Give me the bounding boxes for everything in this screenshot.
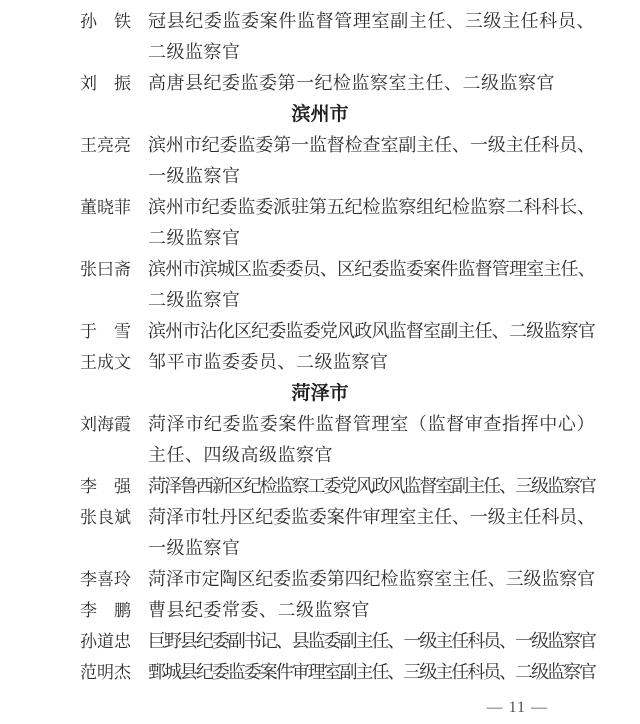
entry-name-char: 铁 <box>114 12 131 31</box>
entry-name-char: 晓 <box>97 198 114 217</box>
entry-description-line: 高唐县纪委监委第一纪检监察室主任、二级监察官 <box>148 73 555 93</box>
entry-row <box>0 130 640 192</box>
entry-description-line: 二级监察官 <box>148 42 241 62</box>
entry-name-char: 孙 <box>80 632 97 651</box>
entry-name-char: 良 <box>97 508 114 527</box>
entry-name-char: 王 <box>80 136 97 155</box>
entry-description-line: 主任、四级高级监察官 <box>148 445 333 465</box>
entry-name-char: 范 <box>80 663 97 682</box>
entry-name-char: 斋 <box>114 260 131 279</box>
entry-row <box>0 595 640 626</box>
entry-name <box>80 471 131 502</box>
entry-name-char: 喜 <box>97 570 114 589</box>
entry-name <box>80 6 131 37</box>
entry-name-char: 亮 <box>97 136 114 155</box>
entry-description-line: 鄄城县纪委监委案件审理室副主任、三级主任科员、二级监察官 <box>148 662 595 682</box>
entry-name-char: 玲 <box>114 570 131 589</box>
entry-description-line: 滨州市纪委监委第一监督检查室副主任、一级主任科员、 <box>148 135 595 155</box>
entry-name <box>80 595 131 626</box>
entry-description-line: 邹平市监委委员、二级监察官 <box>148 352 389 372</box>
entry-description-line: 冠县纪委监委案件监督管理室副主任、三级主任科员、 <box>148 11 596 31</box>
entry-name-char: 于 <box>80 322 97 341</box>
entry-name-char: 鹏 <box>114 601 131 620</box>
entry-row <box>0 192 640 254</box>
entry-row <box>0 316 640 347</box>
entry-row <box>0 409 640 471</box>
entry-row <box>0 471 640 502</box>
city-section-header: 菏泽市 <box>291 383 349 404</box>
entry-name-char: 李 <box>80 477 97 496</box>
entry-name <box>80 657 131 688</box>
entry-name-char: 振 <box>114 74 131 93</box>
entry-name <box>80 316 131 347</box>
roster <box>0 6 640 688</box>
entry-row <box>0 254 640 316</box>
city-section-header: 滨州市 <box>291 104 349 125</box>
entry-row <box>0 502 640 564</box>
entry-name-char: 明 <box>97 663 114 682</box>
entry-name-char: 斌 <box>114 508 131 527</box>
entry-name-char: 张 <box>80 260 97 279</box>
entry-name-char: 刘 <box>80 415 97 434</box>
entry-row <box>0 626 640 657</box>
entry-description-line: 菏泽市定陶区纪委监委第四纪检监察室主任、三级监察官 <box>148 569 595 589</box>
entry-name <box>80 409 131 440</box>
entry-name <box>80 626 131 657</box>
entry-row <box>0 564 640 595</box>
entry-description-line: 滨州市沾化区纪委监委党风政风监督室副主任、二级监察官 <box>148 321 595 341</box>
entry-name-char: 雪 <box>114 322 131 341</box>
entry-row <box>0 6 640 68</box>
entry-description-line: 菏泽市牡丹区纪委监委案件审理室主任、一级主任科员、 <box>148 507 595 527</box>
entry-name <box>80 192 131 223</box>
entry-name-char: 李 <box>80 601 97 620</box>
entry-name-char: 李 <box>80 570 97 589</box>
entry-description-line: 一级监察官 <box>148 166 241 186</box>
entry-name-char: 海 <box>97 415 114 434</box>
page-number: — 11 — <box>486 699 548 716</box>
entry-name-char: 强 <box>114 477 131 496</box>
entry-description-line: 菏泽鲁西新区纪检监察工委党风政风监督室副主任、三级监察官 <box>148 476 595 496</box>
entry-name <box>80 254 131 285</box>
entry-name-char: 张 <box>80 508 97 527</box>
entry-description-line: 曹县纪委常委、二级监察官 <box>148 600 370 620</box>
entry-name-char: 曰 <box>97 260 114 279</box>
entry-name-char: 道 <box>97 632 114 651</box>
entry-name <box>80 502 131 533</box>
entry-description-line: 二级监察官 <box>148 290 241 310</box>
entry-name-char: 菲 <box>114 198 131 217</box>
entry-description-line: 二级监察官 <box>148 228 241 248</box>
entry-description-line: 滨州市滨城区监委委员、区纪委监委案件监督管理室主任、 <box>148 259 595 279</box>
entry-description-line: 滨州市纪委监委派驻第五纪检监察组纪检监察二科科长、 <box>148 197 595 217</box>
entry-name-char: 刘 <box>80 74 97 93</box>
entry-name-char: 董 <box>80 198 97 217</box>
entry-description-line: 菏泽市纪委监委案件监督管理室（监督审查指挥中心） <box>148 414 596 434</box>
entry-row <box>0 347 640 378</box>
entry-description-line: 巨野县纪委副书记、县监委副主任、一级主任科员、一级监察官 <box>148 631 595 651</box>
entry-name-char: 亮 <box>114 136 131 155</box>
entry-row <box>0 68 640 99</box>
entry-name-char: 霞 <box>114 415 131 434</box>
entry-description-line: 一级监察官 <box>148 538 241 558</box>
entry-name-char: 王 <box>80 353 97 372</box>
entry-name-char: 杰 <box>114 663 131 682</box>
entry-name-char: 孙 <box>80 12 97 31</box>
entry-name-char: 忠 <box>114 632 131 651</box>
entry-name-char: 文 <box>114 353 131 372</box>
entry-name <box>80 130 131 161</box>
entry-row <box>0 657 640 688</box>
entry-name <box>80 347 131 378</box>
entry-name <box>80 564 131 595</box>
entry-name <box>80 68 131 99</box>
entry-name-char: 成 <box>97 353 114 372</box>
